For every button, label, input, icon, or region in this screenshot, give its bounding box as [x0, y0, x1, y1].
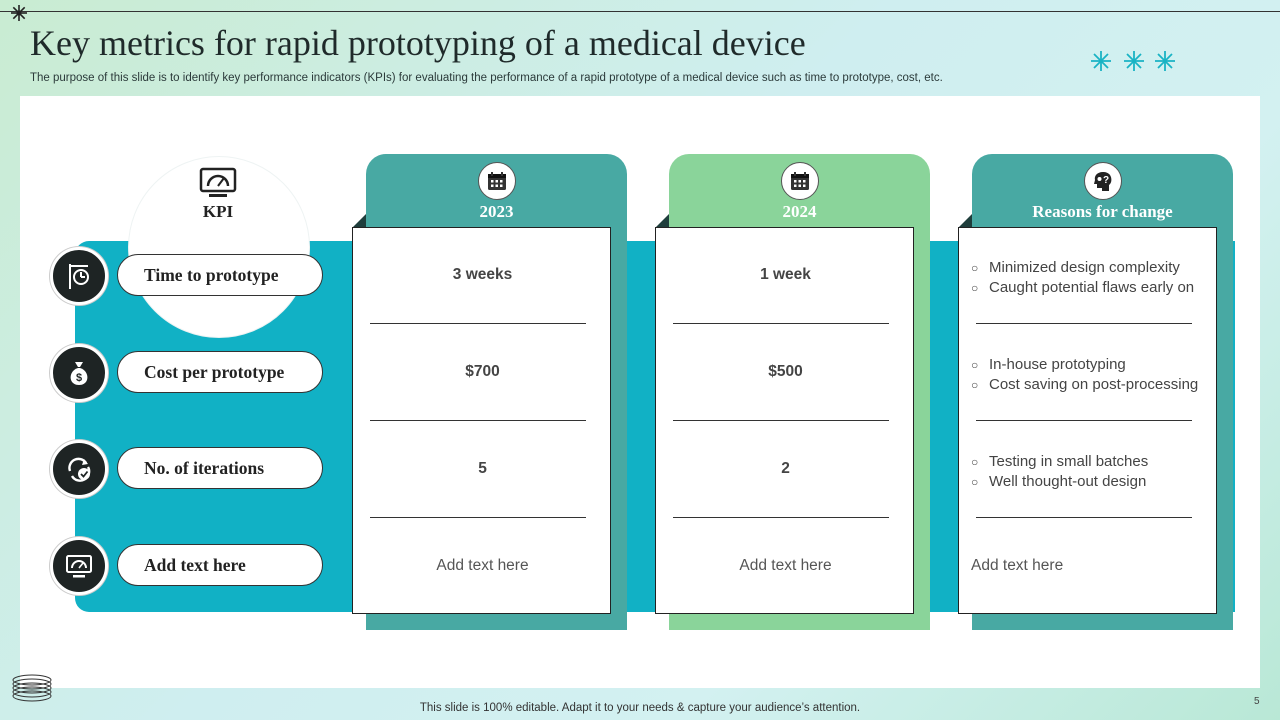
kpi-row-add-text: Add text here [117, 544, 323, 586]
separator [673, 323, 889, 324]
cell-2024-add-text: Add text here [739, 557, 832, 574]
kpi-row-iterations: No. of iterations [117, 447, 323, 489]
separator [370, 323, 586, 324]
cell-2023-cost: $700 [465, 363, 500, 380]
monitor-gauge-icon [199, 167, 237, 199]
separator [673, 517, 889, 518]
list-item: ○ In-house prototyping [971, 356, 1126, 373]
list-item: ○ Testing in small batches [971, 453, 1149, 470]
top-rule [0, 11, 1280, 12]
reason-group-3 [971, 452, 1148, 492]
column-2024-fold [656, 214, 669, 227]
column-reasons-card [958, 227, 1217, 614]
column-2024-header: 2024 [782, 202, 817, 221]
brain-question-icon [1084, 162, 1122, 200]
page-title: Key metrics for rapid prototyping of a medical device [30, 23, 806, 63]
svg-text:$: $ [75, 372, 83, 384]
column-2023-card [352, 227, 611, 614]
list-item: ○ Minimized design complexity [971, 259, 1180, 276]
clock-sign-icon [50, 247, 108, 305]
column-2023-header: 2023 [479, 202, 514, 221]
list-item: ○ Caught potential flaws early on [971, 279, 1195, 296]
column-2024-card [655, 227, 914, 614]
separator [976, 323, 1192, 324]
page-subtitle: The purpose of this slide is to identify key performance indicators (KPIs) for evaluating the performance of a rapid prototype of a medical device such as time to prototype, cost, etc. [30, 72, 943, 84]
calendar-icon [781, 162, 819, 200]
money-bag-icon [50, 344, 108, 402]
separator [976, 420, 1192, 421]
separator [370, 420, 586, 421]
kpi-row-time-to-prototype: Time to prototype [117, 254, 323, 296]
separator [976, 517, 1192, 518]
separator [370, 517, 586, 518]
svg-text:?: ? [1102, 175, 1110, 186]
column-reasons-header: Reasons for change [1032, 202, 1173, 221]
reason-group-1 [971, 258, 1194, 298]
calendar-icon [478, 162, 516, 200]
column-reasons-fold [959, 214, 972, 227]
list-item: ○ Cost saving on post-processing [971, 376, 1199, 393]
kpi-row-cost-per-prototype: Cost per prototype [117, 351, 323, 393]
coil-decoration-icon [10, 672, 54, 706]
cell-2023-iterations: 5 [478, 460, 487, 477]
cell-2023-add-text: Add text here [436, 557, 529, 574]
cell-2023-time: 3 weeks [452, 266, 513, 283]
separator [673, 420, 889, 421]
kpi-header-label: KPI [202, 202, 234, 221]
dashboard-monitor-icon [50, 537, 108, 595]
page-number: 5 [1254, 696, 1260, 707]
cell-2024-time: 1 week [760, 266, 811, 283]
iteration-cycle-icon [50, 440, 108, 498]
column-2023-fold [353, 214, 366, 227]
flower-icon [10, 4, 28, 22]
cell-2024-iterations: 2 [781, 460, 790, 477]
decorative-stars-icon [1088, 46, 1180, 76]
reason-add-text: Add text here [971, 557, 1064, 574]
reason-group-2 [971, 355, 1198, 395]
cell-2024-cost: $500 [768, 363, 803, 380]
list-item: ○ Well thought-out design [971, 473, 1147, 490]
footer-note: This slide is 100% editable. Adapt it to your needs & capture your audience’s attention. [419, 702, 861, 714]
